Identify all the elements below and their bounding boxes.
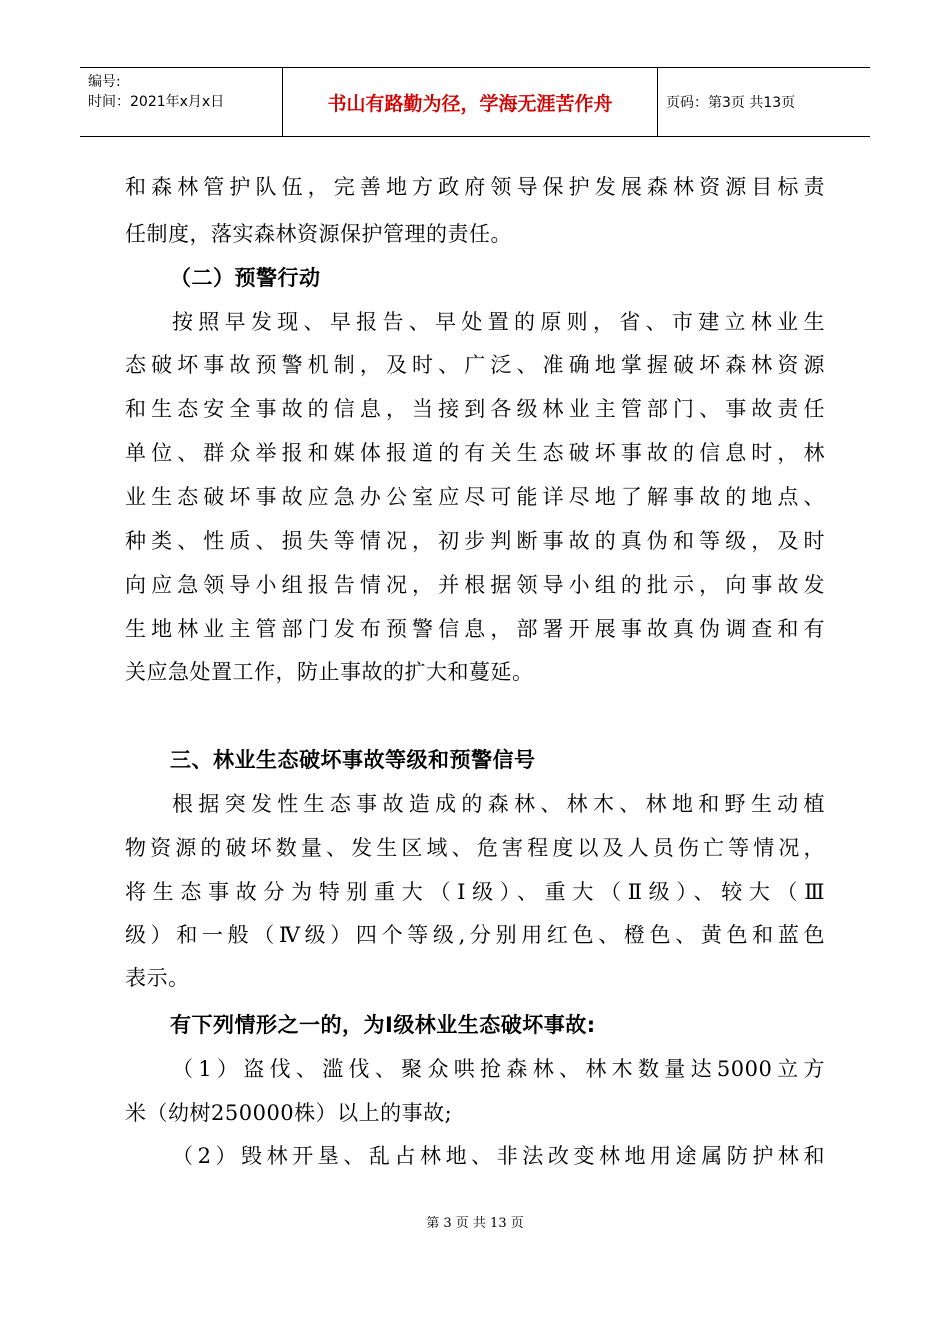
doc-number-label: 编号: [88,74,121,90]
page-header [80,67,870,137]
header-motto: 书山有路勤为径，学海无涯苦作舟 [283,68,658,136]
body-line: 关应急处置工作，防止事故的扩大和蔓延。 [125,660,534,684]
body-line: 和森林管护队伍，完善地方政府领导保护发展森林资源目标责 [125,175,825,199]
body-line: 级）和一般（Ⅳ级）四个等级,分别用红色、橙色、黄色和蓝色 [125,923,825,947]
body-line: （2）毁林开垦、乱占林地、非法改变林地用途属防护林和 [172,1144,825,1168]
body-line: 生地林业主管部门发布预警信息，部署开展事故真伪调查和有 [125,617,825,641]
body-line: 种类、性质、损失等情况，初步判断事故的真伪和等级，及时 [125,529,825,553]
body-line: 物资源的破坏数量、发生区域、危害程度以及人员伤亡等情况， [125,836,825,860]
body-line: （1）盗伐、滥伐、聚众哄抢森林、林木数量达5000立方 [172,1057,825,1081]
body-line: 态破坏事故预警机制，及时、广泛、准确地掌握破坏森林资源 [125,353,825,377]
section-heading: 三、林业生态破坏事故等级和预警信号 [170,748,536,772]
doc-time-label: 时间：2021年x月x日 [88,94,225,110]
body-line: 和生态安全事故的信息，当接到各级林业主管部门、事故责任 [125,397,825,421]
body-line: 将生态事故分为特别重大（Ⅰ级）、重大（Ⅱ级）、较大（Ⅲ [125,880,825,904]
section-heading: （二）预警行动 [170,266,321,290]
body-line: 表示。 [125,966,190,990]
header-meta [80,68,283,136]
section-heading: 有下列情形之一的，为Ⅰ级林业生态破坏事故: [170,1013,596,1037]
page-footer: 第 3 页 共 13 页 [426,1216,524,1231]
body-line: 任制度，落实森林资源保护管理的责任。 [125,222,512,246]
body-line: 向应急领导小组报告情况，并根据领导小组的批示，向事故发 [125,573,825,597]
body-line: 单位、群众举报和媒体报道的有关生态破坏事故的信息时，林 [125,441,825,465]
header-page-label: 页码：第3页 共13页 [666,95,796,111]
body-line: 根据突发性生态事故造成的森林、林木、林地和野生动植 [172,792,825,816]
body-line: 按照早发现、早报告、早处置的原则，省、市建立林业生 [172,310,825,334]
body-line: 业生态破坏事故应急办公室应尽可能详尽地了解事故的地点、 [125,485,825,509]
body-line: 米（幼树250000株）以上的事故; [125,1101,453,1125]
